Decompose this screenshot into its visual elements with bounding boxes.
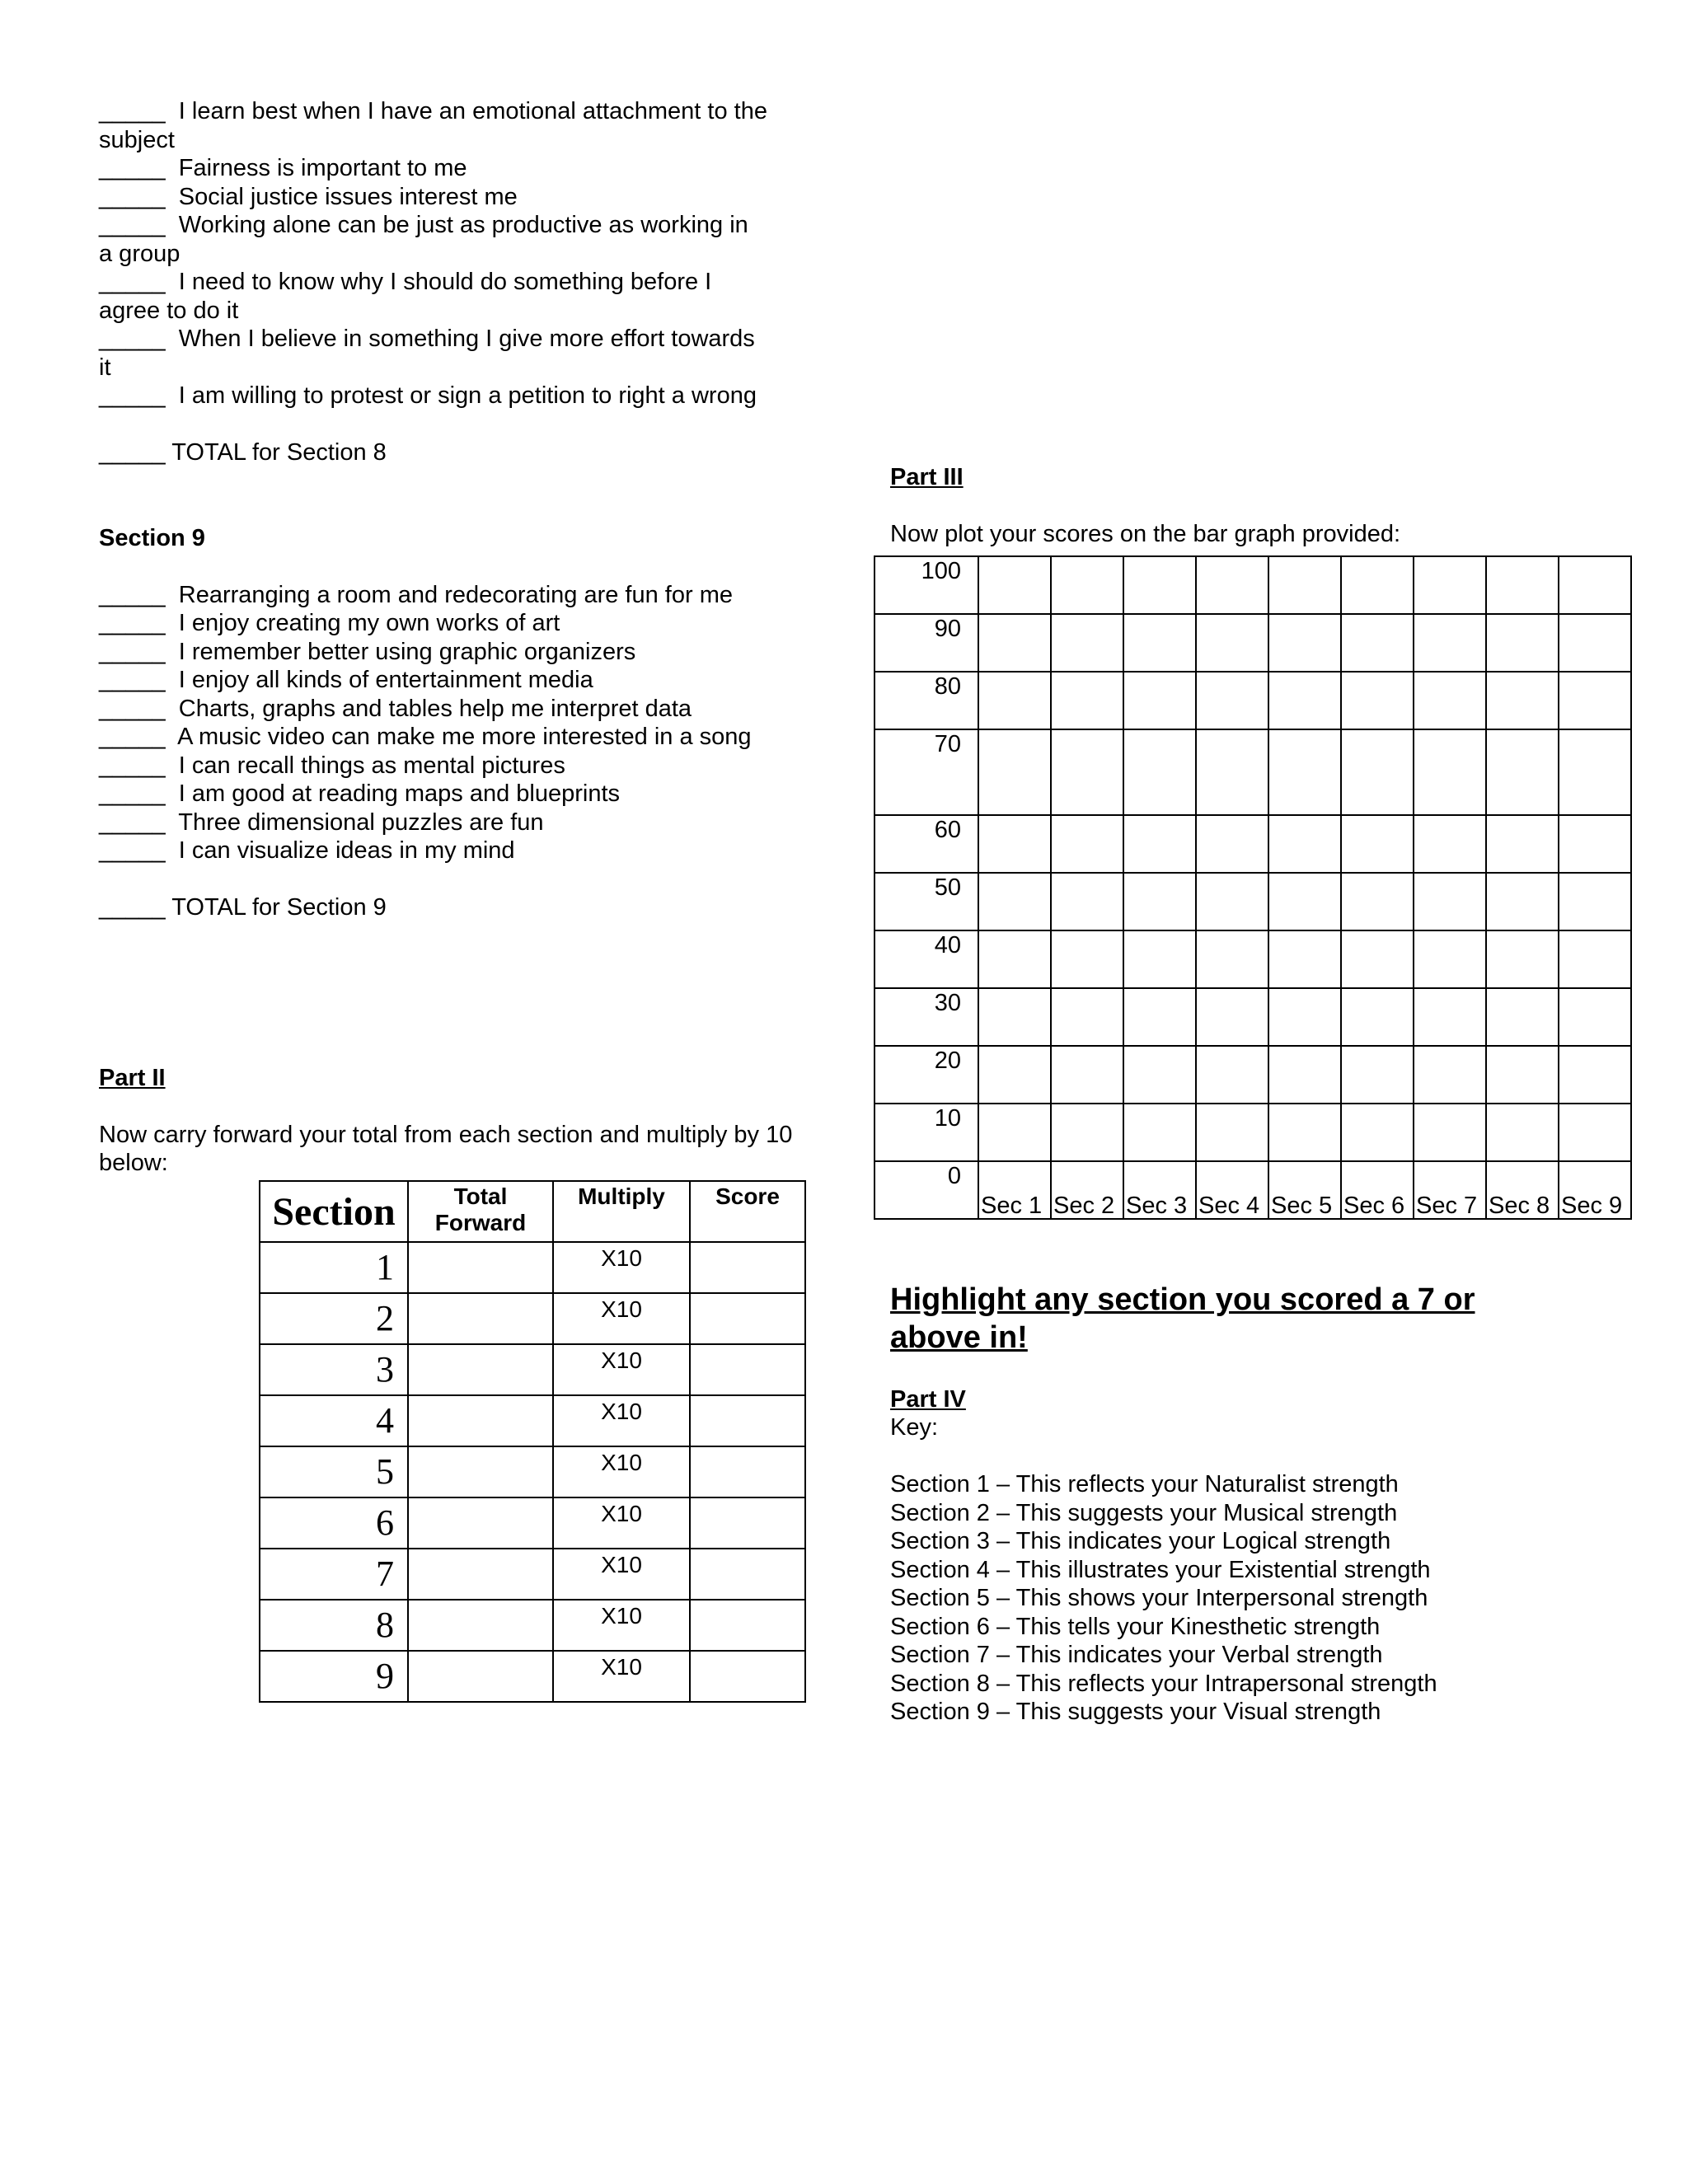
graph-cell[interactable] — [1196, 1046, 1268, 1104]
multiply-cell: X10 — [553, 1497, 690, 1549]
graph-cell[interactable] — [1268, 729, 1341, 815]
multiply-cell: X10 — [553, 1242, 690, 1293]
graph-cell[interactable] — [1341, 930, 1414, 988]
graph-cell[interactable] — [1051, 873, 1123, 930]
graph-cell[interactable] — [1051, 988, 1123, 1046]
graph-cell[interactable] — [1268, 672, 1341, 729]
row-section-number: 9 — [260, 1651, 408, 1702]
graph-cell[interactable] — [1196, 729, 1268, 815]
answer-blank[interactable]: _____ — [99, 695, 166, 722]
row-section-number: 2 — [260, 1293, 408, 1344]
graph-cell[interactable] — [1341, 1104, 1414, 1161]
graph-cell[interactable] — [1268, 1104, 1341, 1161]
answer-blank[interactable]: _____ — [99, 581, 166, 608]
section9-list — [99, 581, 808, 922]
multiply-cell: X10 — [553, 1395, 690, 1446]
graph-row — [874, 988, 1631, 1046]
total-forward-cell[interactable] — [408, 1549, 553, 1600]
graph-cell[interactable] — [1051, 556, 1123, 614]
row-section-number: 4 — [260, 1395, 408, 1446]
graph-cell[interactable] — [978, 930, 1051, 988]
list-item: _____ Charts, graphs and tables help me interpret data — [99, 695, 692, 722]
list-item-continued: a group — [99, 240, 181, 267]
list-item-continued: agree to do it — [99, 297, 239, 324]
key-item: Section 6 – This tells your Kinesthetic strength — [890, 1613, 1381, 1640]
graph-cell[interactable] — [978, 672, 1051, 729]
list-item: _____ I am willing to protest or sign a petition to right a wrong — [99, 382, 757, 409]
list-item: _____ When I believe in something I give more effort towards — [99, 326, 755, 352]
graph-cell[interactable] — [1123, 556, 1196, 614]
graph-row — [874, 672, 1631, 729]
part3-title: Part III — [890, 464, 964, 490]
section9-title: Section 9 — [99, 524, 205, 551]
graph-cell[interactable] — [1486, 556, 1559, 614]
multiply-cell: X10 — [553, 1293, 690, 1344]
graph-cell[interactable] — [1414, 930, 1486, 988]
graph-cell[interactable] — [1341, 1046, 1414, 1104]
list-item: _____ Fairness is important to me — [99, 155, 467, 181]
score-cell[interactable] — [690, 1395, 805, 1446]
x-category-label: Sec 2 — [1051, 1161, 1123, 1219]
key-list — [890, 1470, 1632, 1727]
y-tick-label: 40 — [874, 930, 978, 988]
y-tick-label: 30 — [874, 988, 978, 1046]
total-forward-cell[interactable] — [408, 1651, 553, 1702]
list-item: _____ Three dimensional puzzles are fun — [99, 808, 544, 836]
score-cell[interactable] — [690, 1651, 805, 1702]
x-category-label: Sec 3 — [1123, 1161, 1196, 1219]
list-item: _____ Social justice issues interest me — [99, 183, 518, 210]
x-category-label: Sec 5 — [1268, 1161, 1341, 1219]
list-item-continued: subject — [99, 126, 175, 153]
graph-cell[interactable] — [978, 815, 1051, 873]
table-row — [260, 1395, 805, 1446]
bar-graph-grid — [874, 555, 1632, 1220]
graph-cell[interactable] — [1341, 815, 1414, 873]
graph-row — [874, 1104, 1631, 1161]
graph-cell[interactable] — [1123, 672, 1196, 729]
answer-blank[interactable]: _____ — [99, 212, 166, 238]
graph-cell[interactable] — [1559, 930, 1631, 988]
graph-cell[interactable] — [1486, 672, 1559, 729]
left-column — [99, 97, 808, 1178]
graph-cell[interactable] — [1559, 1046, 1631, 1104]
list-item: _____ I enjoy all kinds of entertainment media — [99, 667, 593, 693]
part4-title: Part IV — [890, 1385, 966, 1413]
graph-cell[interactable] — [1268, 614, 1341, 672]
graph-cell[interactable] — [1559, 672, 1631, 729]
graph-cell[interactable] — [1268, 1046, 1341, 1104]
answer-blank[interactable]: _____ — [99, 269, 166, 295]
row-section-number: 6 — [260, 1497, 408, 1549]
graph-cell[interactable] — [1486, 930, 1559, 988]
table-row — [260, 1549, 805, 1600]
answer-blank[interactable]: _____ — [99, 724, 166, 750]
highlight-instruction: Highlight any section you scored a 7 or above in! — [890, 1282, 1475, 1355]
list-item: _____ I am good at reading maps and blueprints — [99, 780, 621, 807]
graph-cell[interactable] — [1123, 729, 1196, 815]
graph-cell[interactable] — [1123, 815, 1196, 873]
column-header-multiply: Multiply — [553, 1181, 690, 1242]
table-row — [260, 1293, 805, 1344]
column-header-score: Score — [690, 1181, 805, 1242]
graph-cell[interactable] — [1559, 988, 1631, 1046]
key-item: Section 8 – This reflects your Intrapersonal strength — [890, 1670, 1437, 1697]
list-item-continued: it — [99, 354, 111, 381]
row-section-number: 5 — [260, 1446, 408, 1497]
key-item: Section 4 – This illustrates your Existential strength — [890, 1556, 1431, 1583]
graph-cell[interactable] — [1341, 729, 1414, 815]
graph-cell[interactable] — [1341, 873, 1414, 930]
y-tick-label: 20 — [874, 1046, 978, 1104]
list-item: _____ I remember better using graphic organizers — [99, 638, 636, 665]
answer-blank[interactable]: _____ — [99, 183, 166, 210]
list-item: _____ I enjoy creating my own works of art — [99, 610, 560, 636]
graph-cell[interactable] — [1196, 614, 1268, 672]
key-item: Section 5 – This shows your Interpersonal strength — [890, 1585, 1428, 1611]
x-category-label: Sec 4 — [1196, 1161, 1268, 1219]
table-row — [260, 1600, 805, 1651]
x-category-label: Sec 7 — [1414, 1161, 1486, 1219]
graph-row — [874, 614, 1631, 672]
graph-cell[interactable] — [1268, 930, 1341, 988]
graph-cell[interactable] — [1196, 556, 1268, 614]
graph-cell[interactable] — [1559, 873, 1631, 930]
total-forward-cell[interactable] — [408, 1293, 553, 1344]
key-item: Section 7 – This indicates your Verbal strength — [890, 1642, 1383, 1668]
graph-cell[interactable] — [978, 614, 1051, 672]
graph-cell[interactable] — [1268, 556, 1341, 614]
graph-cell[interactable] — [1486, 873, 1559, 930]
list-item: _____ I learn best when I have an emotional attachment to the — [99, 98, 767, 124]
y-tick-label: 60 — [874, 815, 978, 873]
graph-cell[interactable] — [1486, 614, 1559, 672]
column-header-section: Section — [260, 1181, 408, 1242]
answer-blank[interactable]: _____ — [99, 439, 166, 466]
graph-cell[interactable] — [1559, 1104, 1631, 1161]
graph-cell[interactable] — [1196, 930, 1268, 988]
x-category-label: Sec 9 — [1559, 1161, 1631, 1219]
answer-blank[interactable]: _____ — [99, 610, 166, 636]
answer-blank[interactable]: _____ — [99, 382, 166, 409]
total-forward-cell[interactable] — [408, 1446, 553, 1497]
multiply-cell: X10 — [553, 1549, 690, 1600]
section8-total: _____ TOTAL for Section 8 — [99, 439, 387, 466]
graph-cell[interactable] — [1268, 988, 1341, 1046]
row-section-number: 3 — [260, 1344, 408, 1395]
graph-cell[interactable] — [1051, 1104, 1123, 1161]
graph-cell[interactable] — [1341, 614, 1414, 672]
answer-blank[interactable]: _____ — [99, 894, 166, 921]
score-cell[interactable] — [690, 1242, 805, 1293]
multiply-cell: X10 — [553, 1446, 690, 1497]
total-forward-cell[interactable] — [408, 1242, 553, 1293]
part3-instructions: Now plot your scores on the bar graph provided: — [890, 521, 1401, 547]
total-forward-cell[interactable] — [408, 1395, 553, 1446]
graph-cell[interactable] — [978, 556, 1051, 614]
graph-cell[interactable] — [1196, 988, 1268, 1046]
answer-blank[interactable]: _____ — [99, 808, 166, 836]
graph-cell[interactable] — [1196, 815, 1268, 873]
graph-cell[interactable] — [1414, 614, 1486, 672]
graph-cell[interactable] — [1414, 1104, 1486, 1161]
graph-cell[interactable] — [1486, 815, 1559, 873]
x-category-label: Sec 8 — [1486, 1161, 1559, 1219]
list-item: _____ Working alone can be just as productive as working in — [99, 212, 748, 238]
list-item: _____ I can visualize ideas in my mind — [99, 837, 515, 864]
graph-cell[interactable] — [1051, 930, 1123, 988]
graph-cell[interactable] — [1486, 988, 1559, 1046]
section9-total: _____ TOTAL for Section 9 — [99, 894, 387, 921]
graph-cell[interactable] — [1414, 988, 1486, 1046]
right-column-bottom — [890, 1281, 1632, 1727]
graph-cell[interactable] — [1341, 556, 1414, 614]
answer-blank[interactable]: _____ — [99, 326, 166, 352]
answer-blank[interactable]: _____ — [99, 638, 166, 665]
graph-row — [874, 729, 1631, 815]
graph-cell[interactable] — [1559, 815, 1631, 873]
graph-cell[interactable] — [978, 729, 1051, 815]
graph-cell[interactable] — [978, 1046, 1051, 1104]
graph-cell[interactable] — [1341, 672, 1414, 729]
graph-cell[interactable] — [1486, 729, 1559, 815]
column-header-total-forward: Total Forward — [408, 1181, 553, 1242]
graph-cell[interactable] — [1051, 815, 1123, 873]
graph-row — [874, 930, 1631, 988]
answer-blank[interactable]: _____ — [99, 837, 166, 864]
table-row — [260, 1497, 805, 1549]
graph-cell[interactable] — [978, 873, 1051, 930]
graph-row — [874, 1046, 1631, 1104]
total-forward-cell[interactable] — [408, 1600, 553, 1651]
part2-instructions: Now carry forward your total from each section and multiply by 10 below: — [99, 1121, 793, 1176]
answer-blank[interactable]: _____ — [99, 155, 166, 181]
y-tick-label: 100 — [874, 556, 978, 614]
graph-cell[interactable] — [1341, 988, 1414, 1046]
multiply-cell: X10 — [553, 1600, 690, 1651]
graph-cell[interactable] — [1123, 988, 1196, 1046]
graph-cell[interactable] — [1123, 614, 1196, 672]
graph-cell[interactable] — [1268, 815, 1341, 873]
graph-row — [874, 815, 1631, 873]
total-forward-cell[interactable] — [408, 1344, 553, 1395]
list-item: _____ I need to know why I should do something before I — [99, 269, 712, 295]
graph-cell[interactable] — [1486, 1046, 1559, 1104]
graph-cell[interactable] — [1123, 1104, 1196, 1161]
row-section-number: 1 — [260, 1242, 408, 1293]
graph-cell[interactable] — [1559, 614, 1631, 672]
list-item: _____ I can recall things as mental pictures — [99, 752, 565, 779]
graph-cell[interactable] — [1559, 729, 1631, 815]
graph-cell[interactable] — [978, 1104, 1051, 1161]
answer-blank[interactable]: _____ — [99, 98, 166, 124]
part2-title: Part II — [99, 1064, 166, 1091]
graph-cell[interactable] — [1559, 556, 1631, 614]
row-section-number: 7 — [260, 1549, 408, 1600]
graph-cell[interactable] — [1051, 672, 1123, 729]
y-tick-label: 10 — [874, 1104, 978, 1161]
answer-blank[interactable]: _____ — [99, 780, 166, 807]
answer-blank[interactable]: _____ — [99, 667, 166, 693]
table-row — [260, 1446, 805, 1497]
row-section-number: 8 — [260, 1600, 408, 1651]
graph-cell[interactable] — [1414, 873, 1486, 930]
graph-cell[interactable] — [978, 988, 1051, 1046]
graph-cell[interactable] — [1123, 873, 1196, 930]
graph-cell[interactable] — [1414, 1046, 1486, 1104]
graph-cell[interactable] — [1123, 1046, 1196, 1104]
score-cell[interactable] — [690, 1497, 805, 1549]
graph-cell[interactable] — [1196, 873, 1268, 930]
score-cell[interactable] — [690, 1549, 805, 1600]
y-tick-label: 0 — [874, 1161, 978, 1219]
graph-cell[interactable] — [1051, 1046, 1123, 1104]
graph-cell[interactable] — [1414, 729, 1486, 815]
graph-cell[interactable] — [1268, 873, 1341, 930]
score-cell[interactable] — [690, 1446, 805, 1497]
list-item: _____ A music video can make me more interested in a song — [99, 724, 752, 750]
answer-blank[interactable]: _____ — [99, 752, 166, 779]
x-category-label: Sec 6 — [1341, 1161, 1414, 1219]
key-item: Section 1 – This reflects your Naturalist strength — [890, 1471, 1399, 1497]
score-cell[interactable] — [690, 1344, 805, 1395]
right-column-top — [890, 463, 1632, 549]
graph-cell[interactable] — [1414, 815, 1486, 873]
score-table — [259, 1180, 806, 1703]
key-item: Section 3 – This indicates your Logical strength — [890, 1528, 1391, 1554]
multiply-cell: X10 — [553, 1651, 690, 1702]
graph-row — [874, 873, 1631, 930]
key-item: Section 9 – This suggests your Visual strength — [890, 1699, 1381, 1725]
score-cell[interactable] — [690, 1293, 805, 1344]
graph-cell[interactable] — [1414, 556, 1486, 614]
y-tick-label: 50 — [874, 873, 978, 930]
table-header-row — [260, 1181, 805, 1242]
key-item: Section 2 – This suggests your Musical strength — [890, 1499, 1398, 1526]
graph-cell[interactable] — [1414, 672, 1486, 729]
total-forward-cell[interactable] — [408, 1497, 553, 1549]
graph-cell[interactable] — [1051, 729, 1123, 815]
list-item: _____ Rearranging a room and redecorating are fun for me — [99, 581, 733, 608]
y-tick-label: 80 — [874, 672, 978, 729]
table-row — [260, 1651, 805, 1702]
table-row — [260, 1344, 805, 1395]
graph-cell[interactable] — [1196, 672, 1268, 729]
graph-row — [874, 1161, 1631, 1219]
graph-cell[interactable] — [1196, 1104, 1268, 1161]
y-tick-label: 70 — [874, 729, 978, 815]
multiply-cell: X10 — [553, 1344, 690, 1395]
y-tick-label: 90 — [874, 614, 978, 672]
graph-cell[interactable] — [1123, 930, 1196, 988]
key-label: Key: — [890, 1414, 939, 1441]
table-row — [260, 1242, 805, 1293]
graph-cell[interactable] — [1051, 614, 1123, 672]
score-cell[interactable] — [690, 1600, 805, 1651]
graph-cell[interactable] — [1486, 1104, 1559, 1161]
section8-list — [99, 97, 808, 467]
x-category-label: Sec 1 — [978, 1161, 1051, 1219]
graph-row — [874, 556, 1631, 614]
